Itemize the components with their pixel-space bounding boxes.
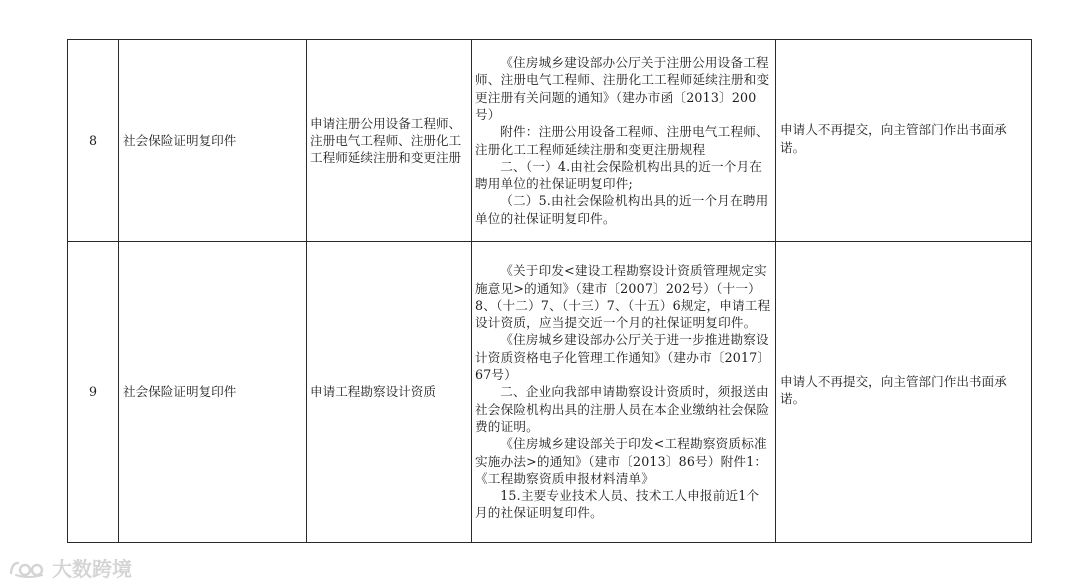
row-number: 8: [68, 40, 119, 242]
basis-paragraph: 《住房城乡建设部办公厅关于进一步推进勘察设计资质资格电子化管理工作通知》（建办市〔2017〕67号）: [475, 332, 771, 383]
cancellation-method: [776, 242, 1032, 543]
basis-paragraph: 15.主要专业技术人员、技术工人申报前近1个月的社保证明复印件。: [475, 488, 760, 521]
row-number: 9: [68, 242, 119, 543]
table-row: [68, 242, 1032, 543]
brand-logo-icon: [8, 557, 48, 579]
material-name: 社会保险证明复印件: [119, 40, 307, 242]
method-text: 申请人不再提交，向主管部门作出书面承诺。: [780, 122, 1007, 155]
basis-paragraph: （二）5.由社会保险机构出具的近一个月在聘用单位的社保证明复印件。: [475, 193, 769, 226]
basis-paragraph: 《住房城乡建设部关于印发<工程勘察资质标准实施办法>的通知》（建市〔2013〕86号）附件1：《工程勘察资质申报材料清单》: [475, 436, 768, 486]
basis-paragraph: 附件：注册公用设备工程师、注册电气工程师、注册化工工程师延续注册和变更注册规程: [475, 124, 769, 157]
cancellation-method: [776, 40, 1032, 242]
watermark: [8, 553, 132, 582]
policy-table: [67, 39, 1032, 543]
application-scenario: 申请工程勘察设计资质: [307, 242, 472, 543]
table-row: [68, 40, 1032, 242]
legal-basis: [472, 242, 776, 543]
basis-paragraph: 二、（一）4.由社会保险机构出具的近一个月在聘用单位的社保证明复印件;: [475, 158, 763, 192]
method-text: 申请人不再提交，向主管部门作出书面承诺。: [780, 373, 1007, 406]
basis-paragraph: 《关于印发<建设工程勘察设计资质管理规定实施意见>的通知》（建市〔2007〕202号）（十一）8、（十二）7、（十三）7、（十五）6规定，申请工程设计资质，应当提交近一个月的社保证明复印件。: [475, 263, 771, 331]
material-name: 社会保险证明复印件: [119, 242, 307, 543]
legal-basis: [472, 40, 776, 242]
application-scenario: 申请注册公用设备工程师、注册电气工程师、注册化工工程师延续注册和变更注册: [307, 40, 472, 242]
watermark-text: 大数跨境: [52, 557, 132, 581]
basis-paragraph: 二、企业向我部申请勘察设计资质时，须报送由社会保险机构出具的注册人员在本企业缴纳社会保险费的证明。: [475, 384, 770, 434]
basis-paragraph: 《住房城乡建设部办公厅关于注册公用设备工程师、注册电气工程师、注册化工工程师延续注册和变更注册有关问题的通知》（建办市函〔2013〕200号）: [475, 55, 770, 122]
